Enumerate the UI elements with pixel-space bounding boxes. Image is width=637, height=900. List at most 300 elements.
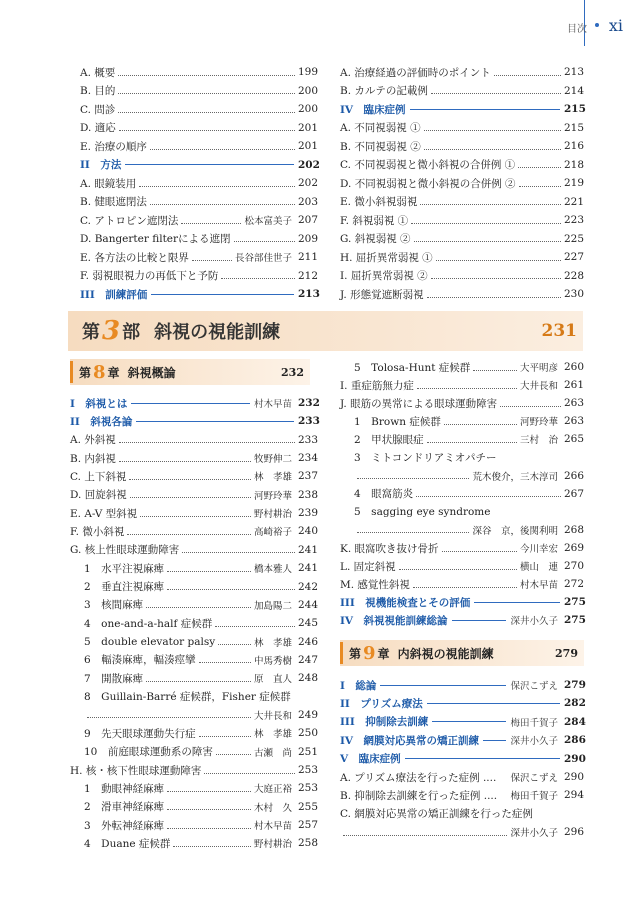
toc-entry-page: 241 [298,562,319,575]
toc-leader-dots [204,773,295,774]
toc-entry-page: 245 [298,617,319,630]
toc-entry-label: 4 one-and-a-half 症候群 [84,617,213,630]
toc-leader-dots [127,534,251,535]
toc-entry-author: 河野玲華 [519,417,558,429]
toc-entry-label: H. 核・核下性眼球運動障害 [70,764,202,777]
toc-leader-dots [139,186,295,187]
toc-leader-rule [432,721,506,722]
toc-entry-label: A. 治療経過の評価時のポイント [340,66,491,79]
toc-entry-page: 221 [564,195,585,208]
toc-entry[interactable] [340,248,584,266]
toc-entry-label: II 斜視各論 [70,415,133,428]
toc-entry-author: 深井小久子 [510,616,558,628]
toc-entry-label: F. 斜視弱視 ① [340,214,409,227]
toc-leader-dots [218,644,251,645]
toc-entry[interactable] [84,743,318,761]
toc-entry-page: 296 [564,826,585,839]
toc-entry-label: C. 網膜対応異常の矯正訓練を行った症例 [340,808,533,821]
toc-entry-label: J. 眼筋の異常による眼球運動障害 [340,397,498,410]
toc-entry[interactable] [340,557,584,575]
toc-leader-rule [483,740,506,741]
toc-entry-label: IV 臨床症例 [340,103,406,116]
toc-entry-page: 286 [564,734,586,747]
toc-entry[interactable] [340,211,584,229]
toc-entry-label: D. 適応 [80,122,116,134]
toc-entry-author: 牧野伸二 [253,454,292,466]
toc-entry-page: 214 [564,84,585,97]
toc-entry[interactable] [340,63,584,81]
toc-entry[interactable] [70,504,318,522]
toc-entry-label: 1 動眼神経麻痺 [84,782,165,795]
toc-entry-author: 河野玲華 [253,490,292,502]
part-title-text: 斜視の視能訓練 [154,322,281,343]
toc-entry[interactable] [80,119,318,137]
chapter9-suffix: 章 [377,646,390,661]
toc-entry-label: II 方法 [80,159,122,171]
chapter8-bar [70,361,73,383]
toc-leader-dots [199,736,251,737]
toc-entry[interactable] [340,82,584,100]
toc-entry-label: 2 垂直注視麻痺 [84,581,165,593]
toc-entry-page: 239 [298,507,319,520]
chapter8-prefix: 第 [79,365,92,380]
toc-entry-label: B. カルテの記載例 [340,85,428,97]
toc-entry-page: 246 [298,635,319,648]
toc-entry-page: 253 [298,764,319,776]
toc-entry-label: B. 健眼遮閉法 [80,196,147,208]
toc-entry[interactable] [84,688,318,706]
toc-entry[interactable] [84,724,318,742]
chapter9-bar [340,642,343,664]
chapter9-page: 279 [555,646,578,660]
toc-leader-rule [427,703,560,704]
toc-entry[interactable] [354,503,584,521]
toc-leader-dots [431,93,561,94]
toc-entry-label: D. 回旋斜視 [70,489,127,502]
toc-section-entry[interactable] [70,412,318,430]
toc-entry-author: 大井長和 [253,710,292,722]
toc-entry-label: G. 斜視弱視 ② [340,233,411,245]
toc-entry-label: IV 斜視視能訓練総論 [340,614,448,627]
toc-leader-dots [494,75,561,76]
toc-leader-dots [118,75,295,76]
toc-leader-dots [436,260,561,261]
toc-entry-page: 227 [564,251,585,263]
toc-entry[interactable] [354,449,584,467]
toc-leader-dots [444,424,517,425]
toc-entry-page: 240 [298,525,319,538]
toc-entry[interactable] [354,467,584,485]
toc-entry-label: 5 Tolosa-Hunt 症候群 [354,361,471,374]
toc-entry-page: 270 [564,560,585,573]
toc-entry-label: 8 Guillain-Barré 症候群，Fisher 症候群 [84,691,291,704]
toc-entry-label: E. 微小斜視弱視 [340,196,418,208]
toc-entry[interactable] [80,82,318,100]
toc-entry[interactable] [70,431,318,449]
toc-entry-author: 大庭正裕 [253,784,292,796]
toc-leader-dots [167,809,251,810]
toc-leader-dots [427,297,561,298]
toc-entry-page: 267 [564,487,585,500]
toc-leader-dots [199,662,251,663]
toc-leader-rule [380,685,506,686]
toc-entry-page: 203 [298,195,319,208]
toc-entry-page: 223 [564,214,585,226]
toc-entry[interactable] [84,816,318,834]
toc-entry-label: I 斜視とは [70,397,128,410]
toc-leader-dots [173,846,251,847]
toc-entry[interactable] [340,805,584,823]
toc-entry[interactable] [70,449,318,467]
toc-entry-label: L. 固定斜視 [340,560,396,573]
toc-entry[interactable] [84,834,318,852]
toc-leader-dots [216,754,251,755]
toc-leader-dots [519,186,561,187]
toc-entry[interactable] [354,430,584,448]
toc-entry-page: 241 [298,543,319,556]
toc-entry[interactable] [340,193,584,211]
toc-entry[interactable] [84,798,318,816]
toc-entry-label: 10 前庭眼球運動系の障害 [84,746,213,759]
toc-section-entry[interactable] [340,750,584,768]
toc-entry-author: 中馬秀樹 [253,655,292,667]
toc-entry-label: 7 開散麻痺 [84,672,144,685]
toc-entry-label: I. 重症筋無力症 [340,379,414,392]
toc-leader-dots [140,516,251,517]
toc-entry-page: 247 [298,653,319,666]
toc-entry-author: 長谷部佳世子 [234,253,292,264]
toc-entry-label: F. 弱視眼視力の再低下と予防 [80,270,219,282]
toc-entry-page: 234 [298,452,319,465]
toc-entry-page: 263 [564,397,585,410]
toc-leader-rule [405,758,560,759]
toc-entry-page: 230 [564,288,585,300]
toc-entry-label: E. 各方法の比較と限界 [80,251,189,264]
toc-entry-label: C. 問診 [80,103,116,116]
toc-entry[interactable] [70,522,318,540]
toc-entry[interactable] [80,137,318,155]
toc-entry-page: 294 [564,789,585,802]
toc-leader-rule [452,620,507,621]
toc-entry-label: 6 輻湊麻痺，輻湊痙攣 [84,654,196,667]
toc-entry-page: 261 [564,379,585,392]
toc-entry-page: 275 [564,614,586,627]
toc-entry-page: 257 [298,819,319,832]
toc-entry-page: 260 [564,361,585,373]
toc-leader-dots [518,167,561,168]
toc-entry-label: F. 微小斜視 [70,525,125,538]
toc-leader-dots [146,607,251,608]
toc-entry-label: 1 Brown 症候群 [354,415,441,428]
toc-leader-rule [410,109,560,110]
toc-entry[interactable] [84,559,318,577]
toc-leader-rule [125,164,294,165]
toc-entry[interactable] [84,779,318,797]
part-suffix: 部 [122,322,141,343]
toc-entry-label: B. 目的 [80,85,116,97]
toc-entry[interactable] [354,485,584,503]
toc-entry-label: 9 先天眼球運動失行症 [84,727,196,740]
toc-entry-label: C. アトロピン遮閉法 [80,214,179,227]
toc-entry-page: 279 [564,679,586,691]
toc-entry[interactable] [84,669,318,687]
toc-leader-dots [343,835,507,836]
chapter9-heading [340,640,584,666]
toc-entry-author: 深谷 京，後関利明 [472,525,558,537]
toc-entry-author: 保沢こずえ [510,773,558,784]
toc-entry-author: 梅田千賀子 [510,791,558,803]
toc-leader-dots [357,478,469,479]
toc-entry-page: 263 [564,415,585,428]
toc-entry-page: 251 [298,745,319,758]
toc-entry-label: 5 sagging eye syndrome [354,506,491,519]
toc-section-entry[interactable] [340,731,584,749]
toc-entry-label: K. 眼窩吹き抜け骨折 [340,542,439,555]
toc-entry-label: 2 甲状腺眼症 [354,433,424,446]
toc-entry-author: 加島陽二 [253,600,292,612]
toc-entry-label: 3 ミトコンドリアミオパチー [354,452,497,464]
toc-entry-label: B. 不同視弱視 ② [340,140,421,153]
toc-entry-label: B. 内斜視 [70,452,116,465]
toc-leader-dots [221,278,295,279]
toc-leader-dots [420,204,561,205]
toc-leader-dots [500,406,561,407]
toc-entry-label: E. 治療の順序 [80,140,147,153]
chapter8-title: 斜視概論 [127,365,176,380]
toc-entry[interactable] [70,541,318,559]
toc-entry-label: II プリズム療法 [340,697,423,710]
toc-entry-page: 232 [298,397,320,409]
toc-entry-page: 248 [298,672,319,685]
toc-entry-label: 5 double elevator palsy [84,636,216,649]
toc-entry-author: 木村 久 [253,802,292,814]
toc-entry[interactable] [80,230,318,248]
chapter9-title: 内斜視の視能訓練 [397,646,494,661]
toc-entry-page: 238 [298,488,319,501]
toc-entry-label: C. 不同視弱視と微小斜視の合併例 ① [340,159,516,171]
toc-entry[interactable] [340,786,584,804]
toc-entry-author: 今川幸宏 [519,544,558,555]
toc-entry-label: B. 抑制除去訓練を行った症例 .... [340,789,498,802]
toc-leader-dots [417,388,517,389]
toc-section-entry[interactable] [340,100,584,118]
toc-section-entry[interactable] [340,713,584,731]
toc-entry[interactable] [80,174,318,192]
toc-leader-dots [118,112,295,113]
toc-entry-page: 207 [298,214,319,226]
toc-entry-label: C. 上下斜視 [70,470,127,483]
toc-entry[interactable] [340,575,584,593]
toc-leader-dots [167,791,251,792]
toc-entry[interactable] [340,376,584,394]
chapter8-page: 232 [281,365,304,379]
toc-leader-rule [131,403,250,404]
toc-leader-dots [192,260,232,261]
toc-entry[interactable] [340,539,584,557]
toc-entry[interactable] [354,412,584,430]
toc-entry-author: 深井小久子 [510,828,558,840]
toc-entry-page: 200 [298,103,319,115]
toc-entry-label: A. 眼鏡装用 [80,177,137,190]
toc-leader-dots [416,496,561,497]
toc-entry-author: 荒木俊介，三木淳司 [472,471,558,483]
toc-entry-label: G. 核上性眼球運動障害 [70,544,180,557]
toc-entry-author: 林 孝雄 [253,637,292,649]
toc-entry[interactable] [80,63,318,81]
toc-entry-label: A. 概要 [80,66,116,79]
toc-entry-author: 野村耕治 [253,509,292,521]
toc-entry-page: 219 [564,177,585,189]
toc-entry-page: 215 [564,103,586,115]
toc-entry[interactable] [340,230,584,248]
toc-entry[interactable] [84,578,318,596]
toc-entry[interactable] [340,394,584,412]
toc-entry-page: 284 [564,715,586,728]
header-dot-icon [595,23,599,27]
toc-entry-author: 大井長和 [519,381,558,393]
part-title [82,311,280,351]
toc-entry-author: 村木早苗 [519,580,558,592]
toc-entry-page: 290 [564,771,585,783]
toc-leader-dots [167,571,251,572]
toc-entry[interactable] [80,211,318,229]
chapter8-heading [70,359,310,385]
toc-section-entry[interactable] [340,611,584,629]
toc-entry-label: 3 核間麻痺 [84,599,144,612]
toc-entry[interactable] [80,100,318,118]
toc-entry[interactable] [340,137,584,155]
toc-leader-dots [411,223,561,224]
toc-section-entry[interactable] [80,285,318,303]
toc-entry-page: 211 [298,251,319,263]
toc-entry-page: 265 [564,433,585,446]
part-prefix: 第 [82,322,100,343]
toc-entry[interactable] [340,174,584,192]
toc-entry[interactable] [84,614,318,632]
toc-section-entry[interactable] [70,394,318,412]
toc-section-entry[interactable] [80,156,318,174]
toc-entry[interactable] [80,193,318,211]
toc-entry-page: 233 [298,415,320,428]
toc-entry-label: III 抑制除去訓練 [340,716,429,729]
toc-entry-author: 深井小久子 [510,736,558,748]
toc-entry[interactable] [84,633,318,651]
toc-entry-author: 野村耕治 [253,839,292,851]
toc-entry[interactable] [70,467,318,485]
header-page-number: xi [608,16,623,35]
toc-entry-page: 225 [564,232,585,245]
toc-entry[interactable] [354,358,584,376]
toc-entry-page: 244 [298,598,319,611]
toc-entry[interactable] [84,706,318,724]
toc-entry-label: 1 水平注視麻痺 [84,562,165,575]
toc-entry-page: 201 [298,140,319,152]
toc-entry-author: 三村 治 [519,435,558,447]
toc-entry-author: 横山 連 [519,562,558,574]
toc-entry-author: 梅田千賀子 [510,717,558,729]
toc-leader-dots [424,130,561,131]
toc-entry-author: 林 孝雄 [253,472,292,484]
toc-entry[interactable] [340,285,584,303]
toc-section-entry[interactable] [340,694,584,712]
toc-leader-dots [119,130,295,131]
toc-entry-page: 290 [564,752,586,765]
toc-leader-dots [399,569,517,570]
toc-entry-page: 258 [298,837,319,850]
toc-leader-dots [234,241,295,242]
toc-entry[interactable] [80,248,318,266]
toc-leader-dots [357,532,469,533]
toc-leader-dots [431,278,561,279]
toc-entry-label: 4 眼窩筋炎 [354,488,414,501]
toc-entry[interactable] [70,486,318,504]
toc-entry-page: 216 [564,140,585,152]
toc-entry-label: A. プリズム療法を行った症例 .... [340,771,497,784]
toc-entry-page: 250 [298,727,319,740]
toc-entry-author: 古瀬 尚 [253,747,292,759]
toc-entry[interactable] [354,521,584,539]
toc-entry-page: 201 [298,121,319,134]
toc-leader-dots [150,204,295,205]
toc-entry-page: 213 [298,288,320,300]
toc-entry-label: I. 屈折異常弱視 ② [340,270,428,282]
toc-section-entry[interactable] [340,593,584,611]
toc-leader-dots [150,149,295,150]
chapter9-prefix: 第 [349,646,362,661]
toc-entry[interactable] [70,761,318,779]
toc-leader-dots [424,149,561,150]
toc-entry-page: 213 [564,66,585,78]
toc-entry-page: 255 [298,800,319,813]
toc-entry[interactable] [80,267,318,285]
toc-entry-page: 242 [298,580,319,593]
toc-entry-page: 212 [298,269,319,282]
toc-entry-label: III 視機能検査とその評価 [340,596,471,609]
toc-entry[interactable] [84,596,318,614]
toc-entry-page: 228 [564,269,585,282]
toc-entry[interactable] [84,651,318,669]
toc-entry-author: 保沢こずえ [510,681,558,692]
toc-entry[interactable] [340,768,584,786]
toc-entry-label: A. 不同視弱視 ① [340,122,421,134]
toc-entry-label: H. 屈折異常弱視 ① [340,251,433,264]
toc-section-entry[interactable] [340,676,584,694]
toc-entry-label: III 訓練評価 [80,288,148,301]
toc-entry-page: 209 [298,232,319,245]
toc-entry-label: 2 滑車神経麻痺 [84,801,165,814]
chapter8-suffix: 章 [107,365,120,380]
toc-leader-dots [130,497,251,498]
toc-leader-dots [181,223,241,224]
toc-entry-page: 200 [298,84,319,97]
toc-entry-page: 202 [298,177,319,189]
toc-entry[interactable] [340,267,584,285]
toc-entry[interactable] [340,119,584,137]
toc-entry-page: 218 [564,158,585,171]
toc-entry-label: I 総論 [340,679,377,692]
toc-entry[interactable] [340,823,584,841]
toc-entry-label: J. 形態覚遮断弱視 [340,288,424,301]
toc-leader-dots [414,241,561,242]
toc-leader-dots [119,461,251,462]
toc-leader-dots [215,626,295,627]
toc-leader-dots [473,370,517,371]
toc-entry-page: 199 [298,66,319,78]
toc-leader-dots [413,587,517,588]
toc-leader-dots [167,828,251,829]
toc-leader-dots [442,551,517,552]
toc-entry[interactable] [340,156,584,174]
